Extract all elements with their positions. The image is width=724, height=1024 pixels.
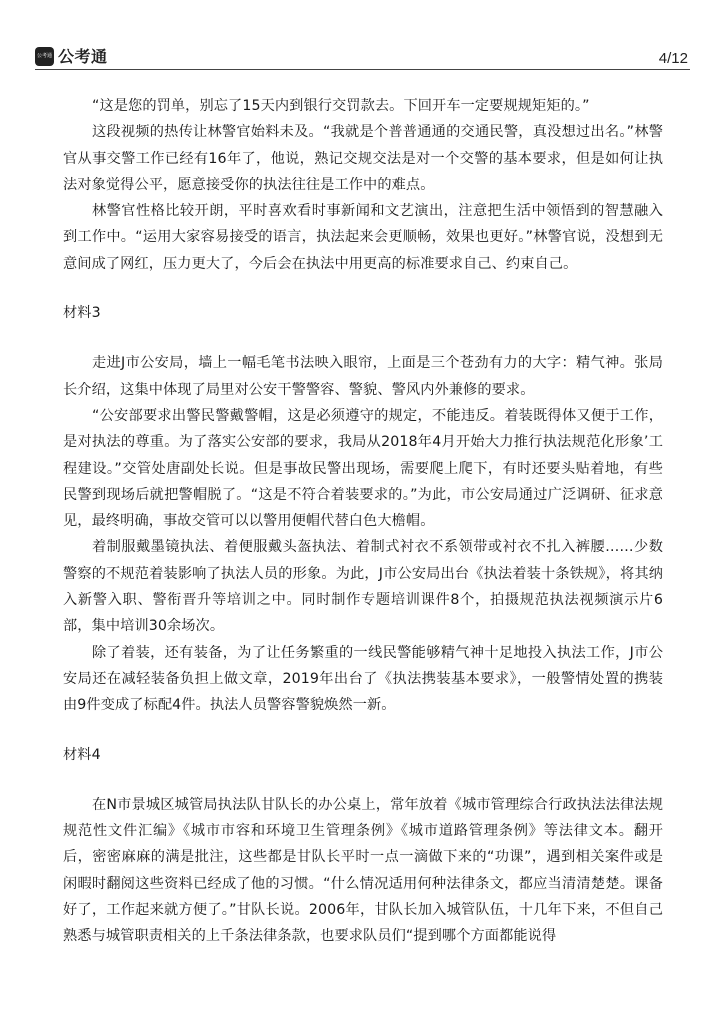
- paragraph-6: 着制服戴墨镜执法、着便服戴头盔执法、着制式衬衣不系领带或衬衣不扎入裤腰……少数警察的不规范着装影响了执法人员的形象。为此，J市公安局出台《执法着装十条铁规》，将其纳入新警入职、警衔晋升等培训之中。同时制作专题培训课件8个，拍摄规范执法视频演示片6部，集中培训30余场次。: [63, 539, 663, 635]
- logo-icon: 公考通: [35, 47, 54, 66]
- paragraph-5: “公安部要求出警民警戴警帽，这是必须遵守的规定，不能违反。着装既得体又便于工作，是对执法的尊重。为了落实公安部的要求，我局从2018年4月开始大力推行执法规范化形象’工程建设。”交管处唐副处长说。但是事故民警出现场，需要爬上爬下，有时还要头贴着地，有些民警到现场后就把警帽脱了。“这是不符合着装要求的。”为此，市公安局通过广泛调研、征求意见，最终明确，事故交管可以以警用便帽代替白色大檐帽。: [63, 407, 663, 530]
- paragraph-2: 这段视频的热传让林警官始料未及。“我就是个普普通通的交通民警，真没想过出名。”林警官从事交警工作已经有16年了，他说，熟记交规交法是对一个交警的基本要求，但是如何让执法对象觉得公平，愿意接受你的执法往往是工作中的难点。: [63, 124, 663, 193]
- page-header: [0, 0, 724, 70]
- logo-text: 公考通: [58, 47, 108, 66]
- page-number: 4/12: [658, 50, 688, 67]
- paragraph-3: 林警官性格比较开朗，平时喜欢看时事新闻和文艺演出，注意把生活中领悟到的智慧融入到工作中。“运用大家容易接受的语言，执法起来会更顺畅，效果也更好。”林警官说，没想到无意间成了网红，压力更大了，今后会在执法中用更高的标准要求自己、约束自己。: [63, 203, 663, 272]
- header-divider: [35, 69, 690, 70]
- section-heading-material-3: 材料3: [63, 305, 101, 322]
- paragraph-7: 除了着装，还有装备，为了让任务繁重的一线民警能够精气神十足地投入执法工作，J市公安局还在减轻装备负担上做文章，2019年出台了《执法携装基本要求》，一般警情处置的携装由9件变成了标配4件。执法人员警容警貌焕然一新。: [63, 644, 663, 714]
- paragraph-8: 在N市景城区城管局执法队甘队长的办公桌上，常年放着《城市管理综合行政执法法律法规规范性文件汇编》《城市市容和环境卫生管理条例》《城市道路管理条例》等法律文本。翻开后，密密麻麻的满是批注，这些都是甘队长平时一点一滴做下来的“功课”，遇到相关案件或是闲暇时翻阅这些资料已经成了他的习惯。“什么情况适用何种法律条文，都应当清清楚楚。课备好了，工作起来就方便了。”甘队长说。2006年，甘队长加入城管队伍，十几年下来，不但自己熟悉与城管职责相关的上千条法律条款，也要求队员们“提到哪个方面都能说得: [63, 796, 663, 945]
- paragraph-1: “这是您的罚单，别忘了15天内到银行交罚款去。下回开车一定要规规矩矩的。”: [92, 98, 590, 114]
- section-heading-material-4: 材料4: [63, 746, 101, 763]
- paragraph-4: 走进J市公安局，墙上一幅毛笔书法映入眼帘，上面是三个苍劲有力的大字：精气神。张局长介绍，这集中体现了局里对公安干警警容、警貌、警风内外兼修的要求。: [63, 355, 663, 398]
- document-body: [63, 93, 663, 950]
